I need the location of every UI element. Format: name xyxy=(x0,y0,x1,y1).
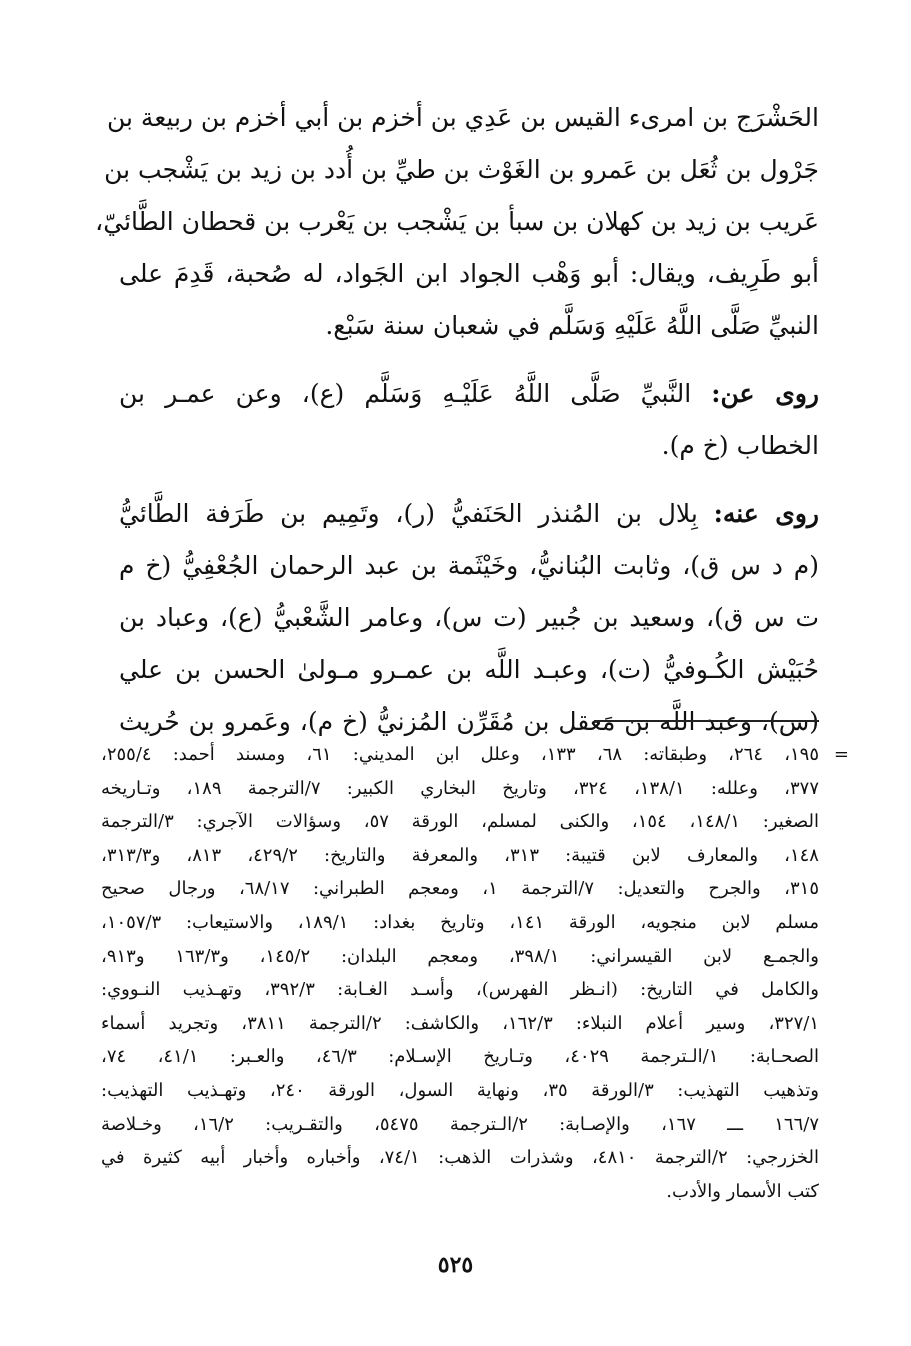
footnote-line: مسلم لابن منجويه، الورقة ١٤١، وتاريخ بغداد: ١٨٩/١، والاستيعاب: ١٠٥٧/٣، xyxy=(101,911,819,933)
narrators-line: ت س ق)، وسعيد بن جُبير (ت س)، وعامر الشَّعْبيُّ (ع)، وعباد بن xyxy=(119,603,819,632)
narrated-from-label: روى عن: xyxy=(711,379,819,408)
narrators-label: روى عنه: xyxy=(713,499,819,528)
footnote-line: والجمـع لابن القيسراني: ٣٩٨/١، ومعجم البلدان: ١٤٥/٢، و١٦٣/٣ و٩١٣، xyxy=(101,945,819,967)
footnote-line: الخزرجي: ٢/الترجمة ٤٨١٠، وشذرات الذهب: ٧٤/١، وأخباره وأخبار أبيه كثيرة في xyxy=(101,1147,819,1169)
biography-line: عَريب بن زيد بن كهلان بن سبأ بن يَشْجب بن يَعْرب بن قحطان الطَّائيّ، xyxy=(95,207,819,236)
narrated-from-line xyxy=(119,368,819,420)
footnote-divider xyxy=(594,720,819,722)
footnote-line: ٣٢٧/١، وسير أعلام النبلاء: ١٦٢/٣، والكاشف: ٢/الترجمة ٣٨١١، وتجريد أسماء xyxy=(101,1012,820,1034)
footnote-line: ٣٧٧، وعلله: ١٣٨/١، ٣٢٤، وتاريخ البخاري الكبير: ٧/الترجمة ١٨٩، وتـاريخه xyxy=(101,777,819,799)
page-number: ٥٢٥ xyxy=(437,1252,474,1278)
biography-paragraph xyxy=(95,92,819,352)
footnote-line: والكامل في التاريخ: (انـظر الفهرس)، وأسـد الغـابة: ٣٩٢/٣، وتهـذيب النـووي: xyxy=(101,979,819,1001)
footnotes xyxy=(101,738,819,1208)
narrators-line: حُبَيْش الكُـوفيُّ (ت)، وعبـد اللَّه بن عمـرو مـولىٰ الحسن بن علي xyxy=(119,655,819,684)
footnote-line: الصغير: ١٤٨/١، ١٥٤، والكنى لمسلم، الورقة ٥٧، وسؤالات الآجري: ٣/الترجمة xyxy=(101,811,819,833)
footnote-line: ١٩٥، ٢٦٤، وطبقاته: ٦٨، ١٣٣، وعلل ابن المديني: ٦١، ومسند أحمد: ٢٥٥/٤، xyxy=(101,744,820,765)
narrators-text: بِلال بن المُنذر الحَنَفيُّ (ر)، وتَمِيم بن طَرَفة الطَّائيُّ xyxy=(119,499,698,528)
footnote-line: ١٦٦/٧ ـــ ١٦٧، والإصـابة: ٢/الـترجمة ٥٤٧٥، والتقـريب: ١٦/٢، وخـلاصة xyxy=(101,1113,819,1135)
narrators-line: (س)، وعبد اللَّه بن مَعقل بن مُقَرِّن المُزنيُّ (خ م)، وعَمرو بن حُريث xyxy=(119,707,819,736)
footnote-line: ١٤٨، والمعارف لابن قتيبة: ٣١٣، والمعرفة والتاريخ: ٤٢٩/٢، ٨١٣، و٣١٣/٣، xyxy=(101,844,819,866)
footnote-line: ٣١٥، والجرح والتعديل: ٧/الترجمة ١، ومعجم الطبراني: ٦٨/١٧، ورجال صحيح xyxy=(101,878,820,900)
biography-line: النبيِّ صَلَّى اللَّهُ عَلَيْهِ وَسَلَّم في شعبان سنة سَبْع. xyxy=(325,311,819,340)
biography-line: جَرْول بن ثُعَل بن عَمرو بن الغَوْث بن طيِّ بن أُدد بن زيد بن يَشْجب بن xyxy=(104,155,819,184)
footnote-line: الصحـابة: ١/الـترجمة ٤٠٢٩، وتـاريخ الإسـلام: ٤٦/٣، والعـبر: ٤١/١، ٧٤، xyxy=(101,1046,820,1068)
narrated-from-paragraph xyxy=(119,368,819,472)
narrators-line: (م د س ق)، وثابت البُنانيُّ، وخَيْثَمة بن عبد الرحمان الجُعْفِيُّ (خ م xyxy=(119,551,819,580)
narrators-line xyxy=(119,488,819,540)
narrated-from-line: الخطاب (خ م). xyxy=(661,431,819,460)
narrators-from-him-paragraph xyxy=(119,488,819,748)
narrated-from-text: النَّبيِّ صَلَّى اللَّهُ عَلَيْـهِ وَسَلَّم (ع)، وعن عمـر بن xyxy=(119,379,692,408)
footnote-continuation-marker: = xyxy=(833,744,849,765)
biography-line: الحَشْرَج بن امرىء القيس بن عَدِي بن أخزم بن أبي أخزم بن ربيعة بن xyxy=(107,103,819,132)
footnote-line: وتذهيب التهذيب: ٣/الورقة ٣٥، ونهاية السول، الورقة ٢٤٠، وتهـذيب التهذيب: xyxy=(101,1079,819,1101)
main-text xyxy=(95,92,819,748)
biography-line: أبو طَرِيف، ويقال: أبو وَهْب الجواد ابن الجَواد، له صُحبة، قَدِمَ على xyxy=(119,259,819,288)
footnote-line: كتب الأسمار والأدب. xyxy=(666,1180,819,1202)
